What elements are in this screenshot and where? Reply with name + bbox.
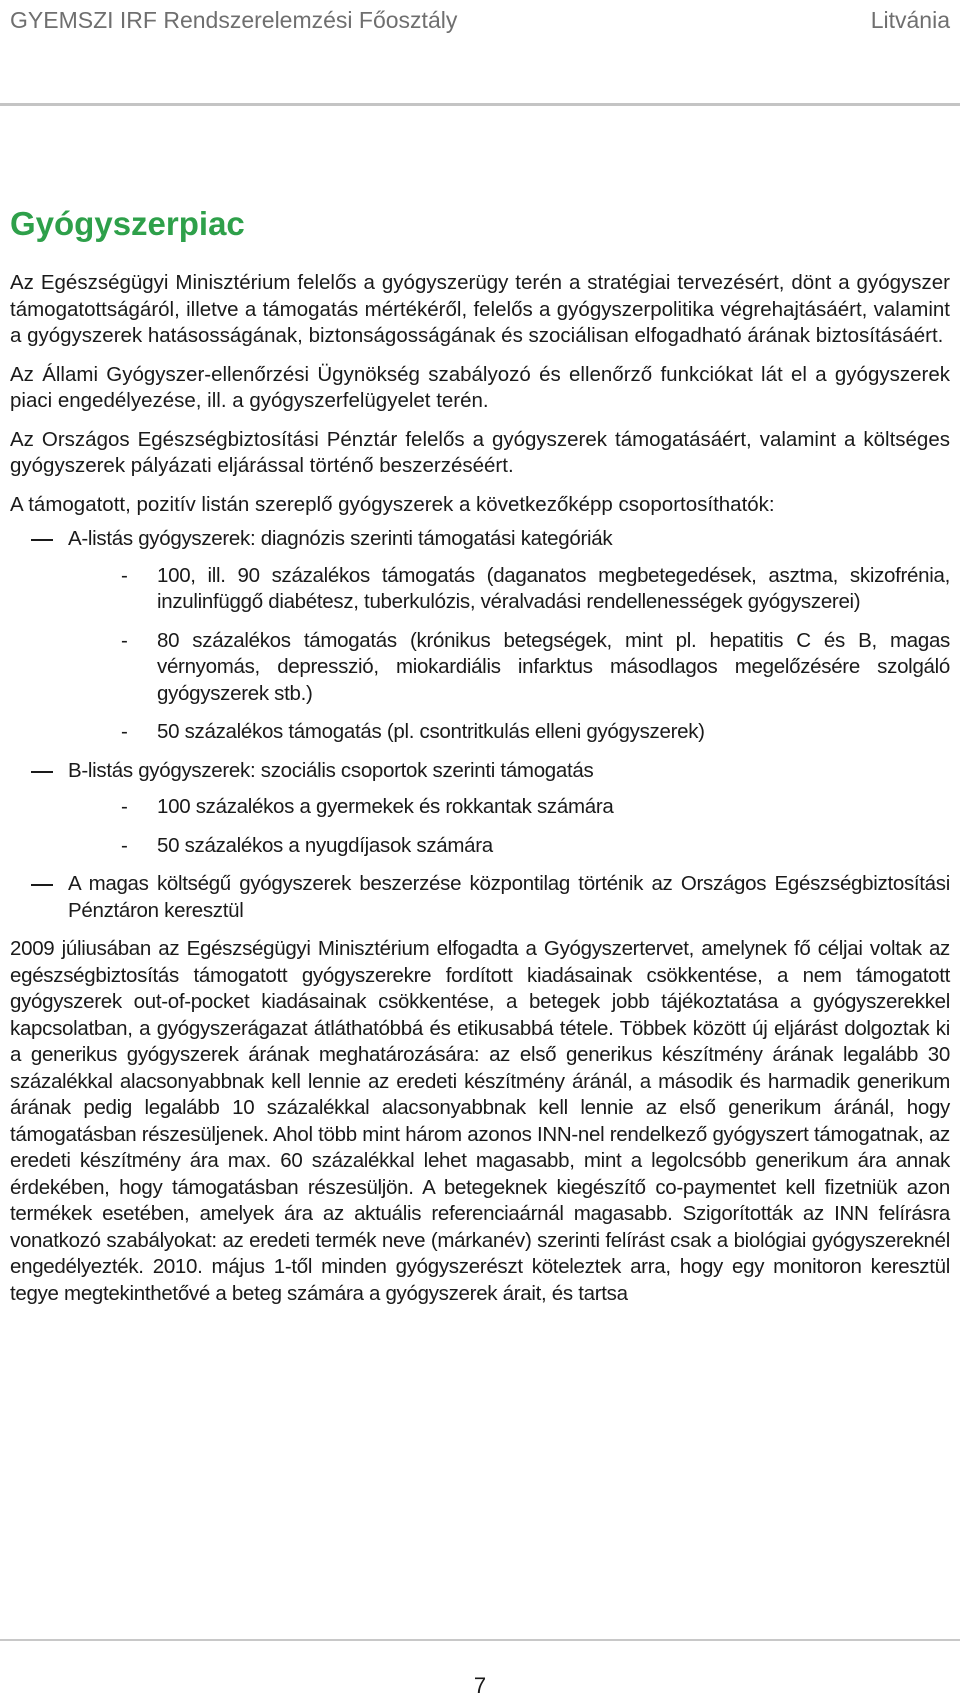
list-c-label: A magas költségű gyógyszerek beszerzése központilag történik az Országos Egészségbiztosítási Pénztáron keresztül [68,872,950,922]
page-header [10,0,950,40]
hyphen-marker: - [121,563,128,587]
paragraph-agency: Az Állami Gyógyszer-ellenőrzési Ügynökség szabályozó és ellenőrző funkciókat lát el a gyógyszerek piaci engedélyezése, ill. a gyógyszerfelügyelet terén. [10,362,950,412]
page-content [10,205,950,1319]
hyphen-marker: - [121,720,128,743]
paragraph-health-fund: Az Országos Egészségbiztosítási Pénztár felelős a gyógyszerek támogatásáért, valamint a költséges gyógyszerek pályázati eljárással történő beszerzéséért. [10,427,950,477]
list-item-b [10,758,950,860]
page-number: 7 [473,1673,487,1698]
list-a-label: A-listás gyógyszerek: diagnózis szerinti támogatási kategóriák [68,527,613,550]
list-a-subitems [68,563,950,746]
list-a-item-1: 100, ill. 90 százalékos támogatás (daganatos megbetegedések, asztma, skizofrénia, inzulinfüggő diabétesz, tuberkulózis, véralvadási rendellenességek gyógyszerei) [157,563,950,613]
paragraph-ministry: Az Egészségügyi Minisztérium felelős a gyógyszerügy terén a stratégiai tervezésért, dönt a gyógyszer támogatottságáról, illetve a támogatás mértékéről, felelős a gyógyszerpolitika végrehajtásáért, valamint a gyógyszerek hatásosságának, biztonságosságának és szociálisan elfogadható árának biztosításáért. [10,271,950,347]
header-organization: GYEMSZI IRF Rendszerelemzési Főosztály [10,6,458,33]
list-b-item-1: 100 százalékos a gyermekek és rokkantak számára [157,795,614,818]
dash-marker [31,539,53,541]
paragraph-list-intro: A támogatott, pozitív listán szereplő gyógyszerek a következőképp csoportosíthatók: [10,492,775,516]
hyphen-marker: - [121,795,128,818]
list-item-a [10,526,950,746]
hyphen-marker: - [121,833,128,857]
paragraph-drug-plan: 2009 júliusában az Egészségügyi Minisztérium elfogadta a Gyógyszertervet, amelynek fő céljai voltak az egészségbiztosítás támogatott gyógyszerekre fordított kiadásainak csökkentése, a nem támogatott gyógyszerek out-of-pocket kiadásainak csökkentése, a betegek jobb tájékoztatása a gyógyszerekkel kapcsolatban, a gyógyszerágazat átláthatóbbá és etikusabbá tétele. Többek között új eljárást dolgoztak ki a generikus gyógyszerek árának meghatározására: az első generikus készítmény árának legalább 30 százalékkal alacsonyabbnak kell lennie az eredeti készítmény áránál, a második és harmadik generikum árának pedig legalább 10 százalékkal alacsonyabbnak kell lennie az első generikum áránál, hogy támogatásban részesüljenek. Ahol több mint három azonos INN-nel rendelkező gyógyszert támogatnak, az eredeti készítmény ára max. 60 százalékkal lehet magasabb, mint a legolcsóbb generikum ára annak érdekében, hogy támogatásban részesüljön. A betegeknek kiegészítő co-paymentet kell fizetniük azon termékek esetében, amelyek ára az aktuális referenciaárnál magasabb. Szigorították az INN felírásra vonatkozó szabályokat: az eredeti termék neve (márkanév) szerinti felírást csak a biológiai gyógyszereknél engedélyezték. 2010. május 1-től minden gyógyszerészt köteleztek arra, hogy egy monitoron keresztül tegye megtekinthetővé a beteg számára a gyógyszerek árait, és tartsa [10,937,950,1305]
list-b-subitems [68,794,950,859]
list-b-item-2: 50 százalékos a nyugdíjasok számára [157,833,493,857]
footer-divider [0,1639,960,1641]
list-item [68,794,950,821]
dash-marker [31,771,53,773]
list-b-label: B-listás gyógyszerek: szociális csoportok szerinti támogatás [68,758,594,782]
reimbursement-list [10,526,950,924]
list-item [68,563,950,616]
section-title: Gyógyszerpiac [10,205,245,242]
header-divider [0,103,960,106]
header-country: Litvánia [870,6,950,33]
list-item [68,833,950,860]
list-a-item-3: 50 százalékos támogatás (pl. csontritkulás elleni gyógyszerek) [157,720,705,743]
dash-marker [31,884,53,886]
list-item-c [10,871,950,924]
list-item [68,719,950,746]
hyphen-marker: - [121,628,128,652]
list-a-item-2: 80 százalékos támogatás (krónikus betegségek, mint pl. hepatitis C és B, magas vérnyomás, depresszió, miokardiális infarktus másodlagos megelőzésére szolgáló gyógyszerek stb.) [157,628,950,705]
list-item [68,628,950,708]
